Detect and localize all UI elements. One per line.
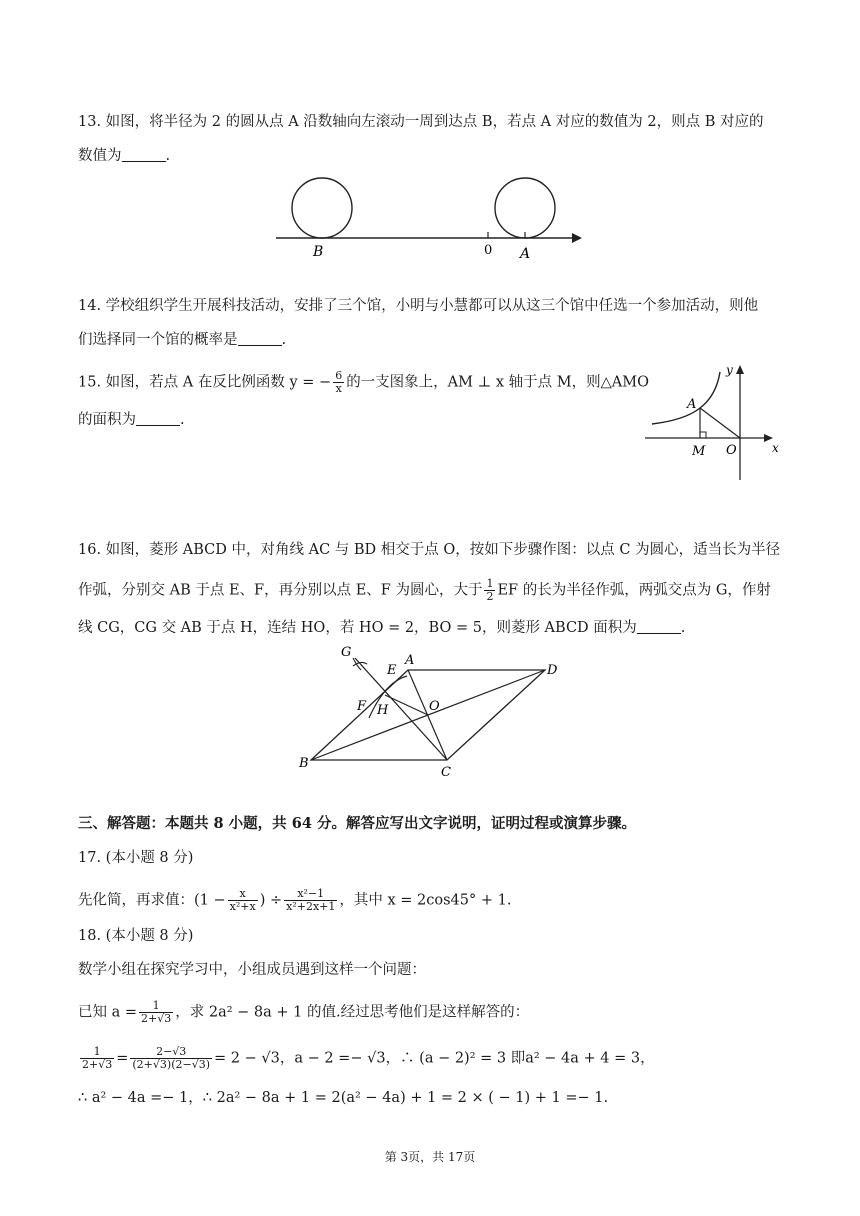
q16-label-d: D — [547, 663, 558, 678]
q17-frac-2 — [284, 888, 337, 913]
q17-text-b: ) ÷ — [259, 892, 283, 909]
q13-label-a: A — [520, 246, 531, 262]
q18-l3-f1-num: 1 — [80, 1046, 114, 1059]
q17-f2-den: x²+2x+1 — [286, 900, 336, 913]
q18-line1: 数学小组在探究学习中，小组成员遇到这样一个问题： — [78, 962, 426, 978]
q16-label-b: B — [299, 756, 309, 771]
q16-line3 — [78, 618, 685, 638]
q13-label-0: 0 — [484, 243, 493, 258]
q17-title: 17. (本小题 8 分) — [78, 850, 194, 866]
right-angle-mark — [700, 432, 706, 438]
circle-at-b — [292, 178, 352, 238]
q18-l3-frac-1 — [80, 1046, 114, 1071]
y-axis-arrow — [736, 365, 744, 374]
q16-line1: 16. 如图，菱形 ABCD 中，对角线 AC 与 BD 相交于点 O，按如下步骤作图：以点 C 为圆心，适当长为半径 — [78, 542, 781, 558]
q18-l3-f2-den: (2+√3)(2−√3) — [132, 1058, 211, 1071]
q15-line2-text: 的面积为 — [78, 412, 136, 428]
q18-line2 — [78, 1000, 529, 1025]
q16-figure — [295, 640, 575, 785]
q15-label-a: A — [687, 397, 697, 412]
q18-l3-frac-2 — [130, 1046, 212, 1071]
q18-line3 — [78, 1046, 655, 1071]
q15-line2 — [78, 410, 185, 430]
q13-line2-text: 数值为 — [78, 148, 122, 164]
q17-text-c: ，其中 x = 2cos45° + 1. — [339, 892, 512, 909]
q14-line2-text: 们选择同一个馆的概率是 — [78, 332, 238, 348]
q17-f2-num: x²−1 — [284, 888, 337, 901]
q18-l3-f2-num: 2−√3 — [130, 1046, 212, 1059]
q16-label-h: H — [377, 703, 389, 718]
q16-label-c: C — [441, 765, 451, 780]
q13-line2 — [78, 146, 170, 166]
q15-frac-num: 6 — [335, 369, 343, 382]
q15-label-m: M — [692, 444, 706, 459]
q14-answer-blank — [238, 331, 282, 346]
q16-line2 — [78, 578, 771, 603]
q15-frac-den: x — [335, 382, 342, 395]
q15-figure — [640, 360, 790, 490]
q18-l3-f1-den: 2+√3 — [82, 1058, 113, 1071]
q15-label-x: x — [772, 441, 779, 455]
q16-label-e: E — [387, 663, 397, 678]
q17-frac-1 — [228, 888, 258, 913]
q16-label-f: F — [357, 699, 367, 714]
q16-line3-end: . — [680, 620, 686, 636]
q16-half-fraction — [484, 578, 495, 603]
q16-line2-b: EF 的长为半径作弧，两弧交点为 G，作射 — [497, 582, 771, 599]
q14-line2-end: . — [281, 332, 287, 348]
q16-half-den: 2 — [486, 590, 494, 603]
circle-at-a — [495, 178, 555, 238]
q16-line2-a: 作弧，分别交 AB 于点 E、F，再分别以点 E、F 为圆心，大于 — [78, 582, 483, 599]
q16-label-g: G — [341, 645, 352, 660]
number-line-arrow — [572, 233, 582, 243]
q18-a-fraction — [139, 1000, 173, 1025]
q17-text — [78, 888, 511, 913]
section-3-heading: 三、解答题：本题共 8 小题，共 64 分。解答应写出文字说明，证明过程或演算步骤。 — [78, 815, 636, 832]
q15-line1-a: 15. 如图，若点 A 在反比例函数 y = − — [78, 374, 332, 391]
q18-l3-eq: = — [116, 1050, 129, 1067]
q13-figure — [270, 170, 590, 262]
q16-answer-blank — [637, 619, 681, 634]
q14-line2 — [78, 330, 286, 350]
q16-half-num: 1 — [486, 577, 494, 590]
q17-f1-den: x²+x — [229, 900, 256, 913]
q18-a-num: 1 — [139, 1000, 173, 1013]
q18-line2-a: 已知 a = — [78, 1004, 138, 1021]
q15-fraction — [333, 370, 344, 395]
q15-label-y: y — [726, 363, 733, 377]
q13-line1: 13. 如图，将半径为 2 的圆从点 A 沿数轴向左滚动一周到达点 B，若点 A 对应的数值为 2，则点 B 对应的 — [78, 114, 764, 130]
q17-f1-num: x — [228, 888, 258, 901]
q13-line2-end: . — [165, 148, 171, 164]
q13-answer-blank — [122, 147, 166, 162]
q15-line2-end: . — [180, 412, 185, 428]
q13-label-b: B — [313, 244, 324, 260]
q15-line1 — [78, 370, 649, 395]
q18-line2-b: ，求 2a² − 8a + 1 的值.经过思考他们是这样解答的： — [175, 1004, 530, 1021]
q18-line3-b: = 2 − √3，a − 2 =− √3，∴ (a − 2)² = 3 即a² − 4a + 4 = 3， — [214, 1050, 655, 1067]
segment-ho — [385, 695, 428, 715]
q14-line1: 14. 学校组织学生开展科技活动，安排了三个馆，小明与小慧都可以从这三个馆中任选一个参加活动，则他 — [78, 298, 759, 314]
q15-line1-b: 的一支图象上，AM ⊥ x 轴于点 M，则△AMO — [346, 374, 649, 391]
q16-line3-text: 线 CG，CG 交 AB 于点 H，连结 HO，若 HO = 2，BO = 5，则菱形 ABCD 面积为 — [78, 620, 637, 636]
q15-label-o: O — [726, 443, 737, 458]
q16-label-o: O — [429, 699, 440, 714]
page-footer: 第 3页，共 17页 — [384, 1150, 476, 1164]
q17-text-a: 先化简，再求值：(1 − — [78, 892, 226, 909]
q18-title: 18. (本小题 8 分) — [78, 928, 194, 944]
q18-line4: ∴ a² − 4a =− 1，∴ 2a² − 8a + 1 = 2(a² − 4a) + 1 = 2 × ( − 1) + 1 =− 1. — [78, 1090, 609, 1106]
q18-a-den: 2+√3 — [141, 1012, 172, 1025]
hyperbola-branch — [652, 372, 720, 424]
q15-answer-blank — [136, 411, 180, 426]
q16-label-a: A — [405, 653, 415, 668]
